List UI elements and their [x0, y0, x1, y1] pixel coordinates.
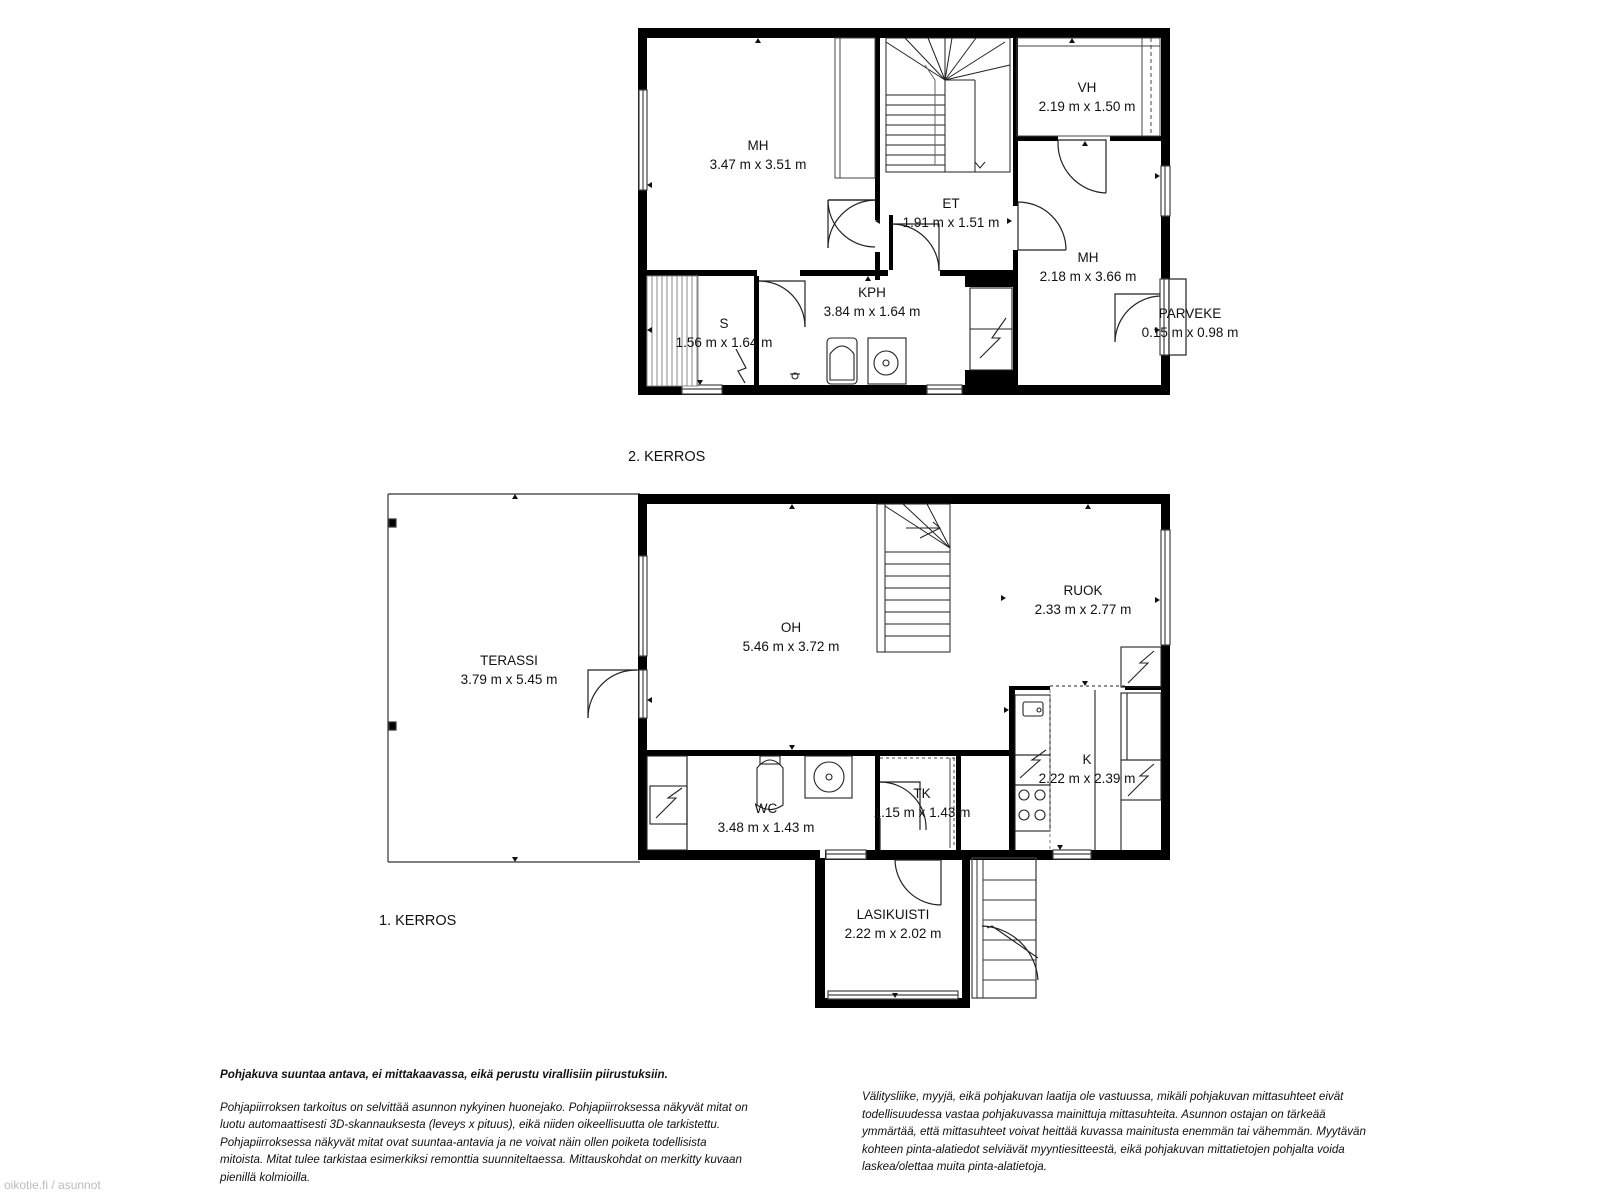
room-size-oh: 5.46 m x 3.72 m — [742, 639, 840, 654]
room-size-parveke: 0.15 m x 0.98 m — [1141, 325, 1239, 340]
room-name-tk: TK — [913, 786, 931, 801]
room-name-wc: WC — [754, 801, 778, 816]
room-name-k: K — [1082, 752, 1092, 767]
upper-stairs — [886, 38, 1010, 172]
entrance-steps — [977, 860, 1036, 998]
room-size-et: 1.91 m x 1.51 m — [902, 215, 1000, 230]
floor-label-lower: 1. KERROS — [379, 913, 457, 929]
mh1-wardrobe — [835, 38, 875, 178]
room-size-mh1: 3.47 m x 3.51 m — [709, 157, 807, 172]
tk-fixtures — [880, 758, 956, 848]
lower-room-labels — [461, 583, 1136, 941]
disclaimer-right — [862, 1088, 1382, 1176]
room-size-ruok: 2.33 m x 2.77 m — [1034, 602, 1132, 617]
s-room-slats — [647, 276, 698, 386]
upper-room-labels — [676, 80, 1239, 350]
room-name-s: S — [719, 316, 729, 331]
disclaimer-right-paragraph: Välitysliike, myyjä, eikä pohjakuvan laatija ole vastuussa, mikäli pohjakuvan mittasuhteet eivät todellisuudessa vastaa pohjakuvassa mainittuja mittasuhteita. Asunnon ostajan on tärkeää ymmärtää, että mittasuhteet voivat heittää kuvassa mainitusta enemmän tai vähemmän. Myytävän kohteen pinta-alatiedot selviävät myyntiesitteestä, eikä pohjakuvan mittatietojen pohjalta voida laskea/olettaa muita pinta-alatietoja. — [862, 1090, 1366, 1173]
room-size-tk: 1.15 m x 1.43 m — [873, 805, 971, 820]
disclaimer-left — [220, 1066, 750, 1186]
room-size-mh2: 2.18 m x 3.66 m — [1039, 269, 1137, 284]
room-name-kph: KPH — [858, 285, 886, 300]
room-size-k: 2.22 m x 2.39 m — [1038, 771, 1136, 786]
room-name-mh1: MH — [747, 138, 769, 153]
room-name-vh: VH — [1077, 80, 1097, 95]
room-name-oh: OH — [780, 620, 802, 635]
floor-label-upper: 2. KERROS — [628, 449, 706, 465]
room-name-mh2: MH — [1077, 250, 1099, 265]
room-size-terassi: 3.79 m x 5.45 m — [460, 672, 558, 687]
room-size-wc: 3.48 m x 1.43 m — [717, 820, 815, 835]
disclaimer-left-paragraph: Pohjapiirroksen tarkoitus on selvittää asunnon nykyinen huonejako. Pohjapiirroksessa näkyvät mitat on luotu automaattisesti 3D-skannauksesta (leveys x pituus), eikä niiden oikeellisuutta ole tarkistettu. Pohjapiirroksessa näkyvät mitat ovat suuntaa-antavia ja ne voivat näin ollen poiketa todellisista mitoista. Mitat tulee tarkistaa esimerkiksi remonttia suunniteltaessa. Mittauskohdat on merkitty kuvaan pienillä kolmioilla. — [220, 1100, 748, 1184]
wc-fixtures — [647, 756, 852, 850]
room-name-lasikuisti: LASIKUISTI — [856, 907, 930, 922]
room-size-s: 1.56 m x 1.64 m — [675, 335, 773, 350]
lower-floor-plan — [388, 494, 1170, 1008]
kph-fixtures — [790, 288, 1012, 384]
lower-interior-walls — [645, 686, 1170, 1008]
lower-measure-marks — [512, 494, 1160, 998]
disclaimer-heading: Pohjakuva suuntaa antava, ei mittakaavassa, eikä perustu virallisiin piirustuksiin. — [220, 1068, 668, 1081]
kitchen-fixtures — [1015, 647, 1161, 850]
room-name-ruok: RUOK — [1063, 583, 1103, 598]
lower-stairs — [877, 504, 950, 652]
room-name-et: ET — [942, 196, 960, 211]
room-size-kph: 3.84 m x 1.64 m — [823, 304, 921, 319]
room-name-terassi: TERASSI — [480, 653, 538, 668]
room-size-lasikuisti: 2.22 m x 2.02 m — [844, 926, 942, 941]
watermark: oikotie.fi / asunnot — [4, 1178, 101, 1192]
room-name-parveke: PARVEKE — [1158, 306, 1222, 321]
room-size-vh: 2.19 m x 1.50 m — [1038, 99, 1136, 114]
